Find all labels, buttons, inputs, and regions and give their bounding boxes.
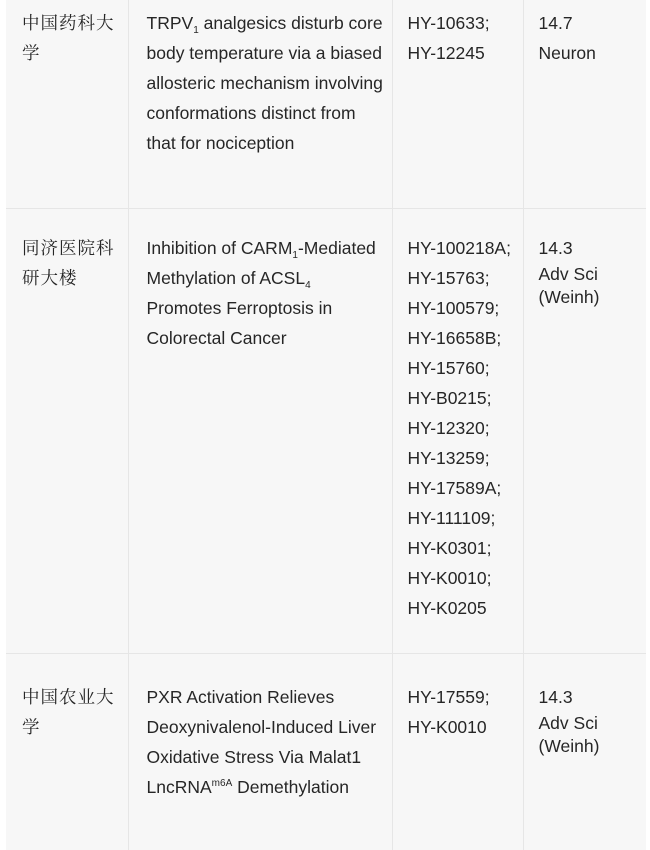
institution-cell: 同济医院科研大楼: [6, 209, 128, 654]
title-text: Promotes Ferroptosis in Colorectal Cancer: [146, 298, 333, 348]
catalog-number-cell: [392, 654, 523, 850]
institution-cell: 中国农业大学: [6, 654, 128, 850]
title-text: Inhibition of CARM: [146, 238, 293, 258]
publications-table: [6, 0, 646, 850]
catalog-number: HY-15760;: [407, 358, 490, 378]
title-subscript: 4: [305, 280, 311, 291]
catalog-number: HY-12245: [407, 43, 485, 63]
impact-factor: 14.7: [538, 13, 573, 33]
journal-name: Adv Sci: [538, 713, 598, 733]
catalog-number: HY-B0215;: [407, 388, 492, 408]
title-text: Demethylation: [232, 777, 349, 797]
catalog-number: HY-12320;: [407, 418, 490, 438]
catalog-number: HY-15763;: [407, 268, 490, 288]
journal-name: Adv Sci: [538, 264, 598, 284]
journal-name: Neuron: [538, 43, 596, 63]
journal-name: (Weinh): [538, 287, 600, 307]
catalog-number: HY-17559;: [407, 687, 490, 707]
catalog-number: HY-16658B;: [407, 328, 502, 348]
paper-title-cell: [128, 654, 392, 850]
title-subscript: 1: [292, 250, 298, 261]
title-text: -Mediated Methylation of ACSL: [146, 238, 376, 288]
publications-table-container: [6, 0, 646, 850]
catalog-number: HY-17589A;: [407, 478, 502, 498]
paper-title-cell: [128, 209, 392, 654]
catalog-number-cell: [392, 0, 523, 209]
catalog-number: HY-111109;: [407, 508, 496, 528]
title-text: analgesics disturb core body temperature via a biased allosteric mechanism involving conformations distinct from that for nociception: [146, 13, 383, 153]
institution-cell: 中国药科大学: [6, 0, 128, 209]
impact-factor: 14.3: [538, 238, 573, 258]
table-row: [6, 209, 646, 654]
title-superscript: m6A: [211, 778, 233, 789]
catalog-number: HY-100579;: [407, 298, 500, 318]
catalog-number: HY-10633;: [407, 13, 490, 33]
journal-cell: [523, 0, 646, 209]
catalog-number: HY-K0301;: [407, 538, 492, 558]
catalog-number: HY-K0205: [407, 598, 487, 618]
title-text: TRPV: [146, 13, 194, 33]
paper-title-cell: [128, 0, 392, 209]
catalog-number: HY-K0010;: [407, 568, 492, 588]
catalog-number: HY-13259;: [407, 448, 490, 468]
table-row: [6, 0, 646, 209]
catalog-number: HY-K0010: [407, 717, 487, 737]
journal-cell: [523, 209, 646, 654]
catalog-number-cell: [392, 209, 523, 654]
table-row: [6, 654, 646, 850]
journal-name: (Weinh): [538, 736, 600, 756]
title-text: PXR Activation Relieves Deoxynivalenol-Induced Liver Oxidative Stress Via Malat1 LncRNA: [146, 687, 377, 797]
journal-cell: [523, 654, 646, 850]
impact-factor: 14.3: [538, 687, 573, 707]
title-subscript: 1: [193, 25, 199, 36]
catalog-number: HY-100218A;: [407, 238, 511, 258]
